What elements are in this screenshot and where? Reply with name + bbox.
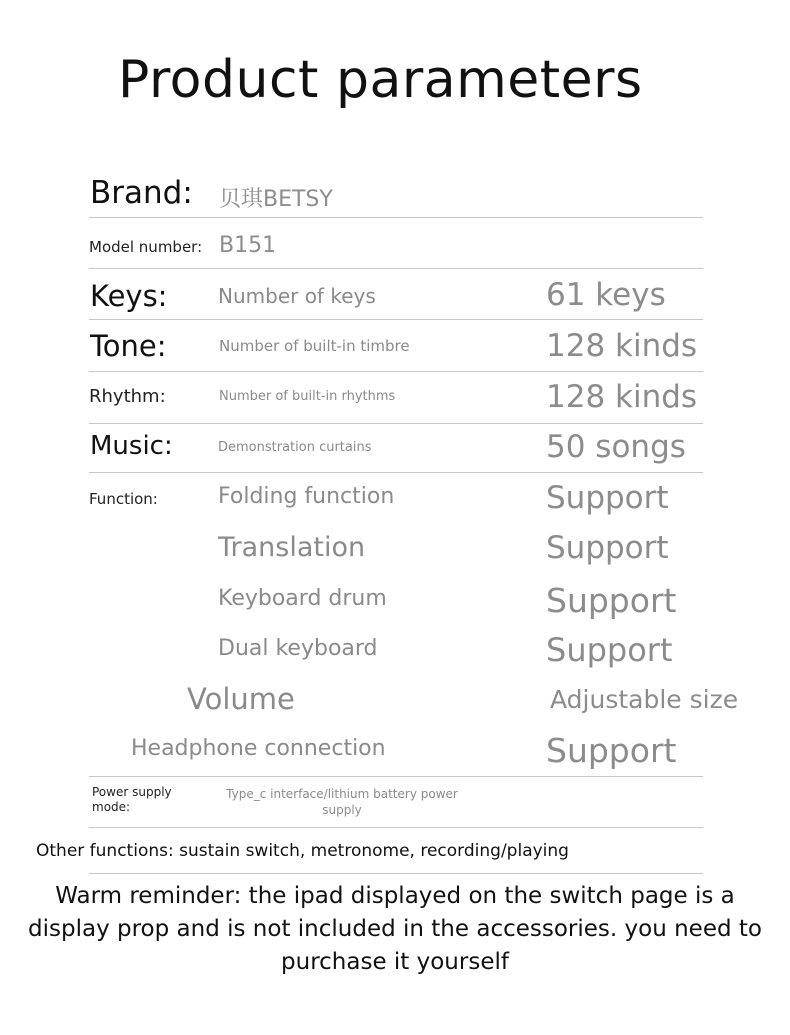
page-title: Product parameters	[118, 50, 643, 110]
function-label: Function:	[89, 490, 158, 508]
rhythm-label: Rhythm:	[89, 386, 166, 407]
divider	[89, 776, 703, 777]
keys-label: Keys:	[90, 279, 168, 313]
divider	[89, 371, 703, 372]
function-item-name: Keyboard drum	[218, 586, 387, 611]
rhythm-desc: Number of built-in rhythms	[219, 389, 396, 404]
divider	[89, 827, 703, 828]
divider	[89, 268, 703, 269]
function-item-name: Translation	[218, 532, 366, 563]
function-item-name: Volume	[187, 682, 295, 716]
function-item-name: Dual keyboard	[218, 636, 378, 661]
model-value: B151	[219, 233, 277, 258]
warm-reminder: Warm reminder: the ipad displayed on the switch page is a display prop and is not included in the accessories. you need to purchase it yourself	[28, 883, 762, 975]
power-label: Power supply mode:	[92, 785, 172, 814]
model-label: Model number:	[89, 238, 203, 256]
function-item-value: Support	[546, 530, 669, 566]
divider	[89, 217, 703, 218]
other-functions: Other functions: sustain switch, metronome, recording/playing	[36, 841, 569, 861]
function-item-name: Folding function	[218, 484, 395, 509]
tone-value: 128 kinds	[546, 328, 698, 364]
function-item-value: Support	[546, 581, 677, 620]
brand-value: 贝琪BETSY	[219, 187, 333, 212]
tone-label: Tone:	[90, 329, 167, 363]
divider	[89, 873, 703, 874]
divider	[89, 319, 703, 320]
rhythm-value: 128 kinds	[546, 379, 698, 415]
power-value: Type_c interface/lithium battery power supply	[226, 787, 458, 817]
function-item-name: Headphone connection	[131, 736, 386, 761]
music-desc: Demonstration curtains	[218, 440, 372, 455]
divider	[89, 423, 703, 424]
tone-desc: Number of built-in timbre	[219, 337, 410, 355]
function-item-value: Adjustable size	[550, 685, 739, 714]
keys-value: 61 keys	[546, 277, 666, 313]
brand-label: Brand:	[90, 175, 193, 211]
function-item-value: Support	[546, 631, 673, 669]
function-item-value: Support	[546, 731, 677, 770]
music-value: 50 songs	[546, 429, 686, 465]
divider	[89, 472, 703, 473]
music-label: Music:	[90, 431, 173, 461]
function-item-value: Support	[546, 480, 669, 516]
keys-desc: Number of keys	[218, 284, 376, 308]
